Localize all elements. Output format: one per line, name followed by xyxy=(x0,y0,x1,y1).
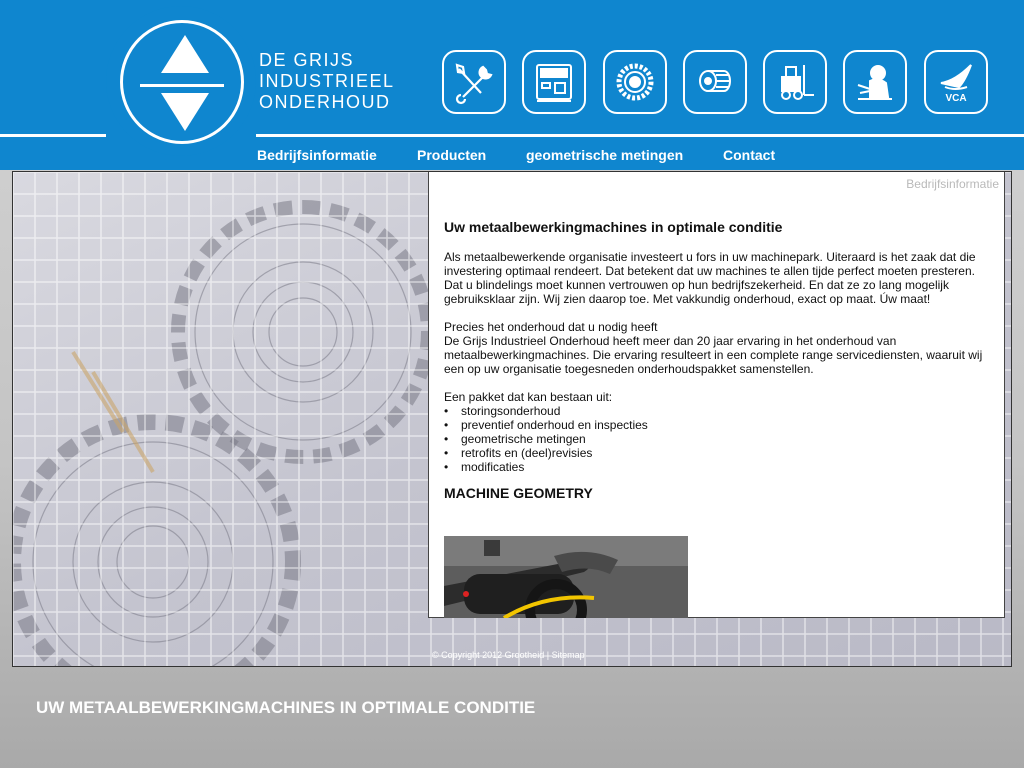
body-paragraph: De Grijs Industrieel Onderhoud heeft meer dan 20 jaar ervaring in het onderhoud van metaalbewerkingmachines. Die ervaring resulteert in een complete range servicediensten, waaruit wij een op uw organisatie toegesneden onderhoudspakket samenstellen. xyxy=(444,334,983,376)
nav-bedrijfsinformatie[interactable]: Bedrijfsinformatie xyxy=(257,147,377,163)
main-nav xyxy=(0,147,1024,165)
vca-label: VCA xyxy=(945,93,967,104)
tagline: UW METAALBEWERKINGMACHINES IN OPTIMALE CONDITIE xyxy=(36,698,536,717)
logo-circle xyxy=(120,20,244,144)
nav-contact[interactable]: Contact xyxy=(723,147,776,163)
machine-photo xyxy=(444,536,688,618)
footer xyxy=(432,650,585,660)
service-list xyxy=(444,404,994,474)
list-item: • storingsonderhoud xyxy=(444,404,994,418)
brand-line-1: DE GRIJS xyxy=(259,50,355,70)
header xyxy=(0,0,1024,170)
list-item: • geometrische metingen xyxy=(444,432,994,446)
logo-divider xyxy=(140,84,224,87)
logo-arrow-down-icon xyxy=(161,93,209,131)
logo-arrow-up-icon xyxy=(161,35,209,73)
list-intro: Een pakket dat kan bestaan uit: xyxy=(444,390,613,404)
sitemap-link[interactable]: Sitemap xyxy=(551,650,585,660)
body-section xyxy=(444,320,994,376)
article xyxy=(444,220,994,532)
machine-panel-icon[interactable] xyxy=(522,50,586,114)
content-stage xyxy=(12,171,1012,667)
list-item: • preventief onderhoud en inspecties xyxy=(444,418,994,432)
list-item: • retrofits en (deel)revisies xyxy=(444,446,994,460)
welder-icon[interactable] xyxy=(843,50,907,114)
header-rule-right xyxy=(256,134,1024,137)
page-title: Uw metaalbewerkingmachines in optimale conditie xyxy=(444,219,783,235)
forklift-icon[interactable] xyxy=(763,50,827,114)
body-subheading: Precies het onderhoud dat u nodig heeft xyxy=(444,320,658,334)
nav-geometrische-metingen[interactable]: geometrische metingen xyxy=(526,147,684,163)
header-rule-left xyxy=(0,134,106,137)
list-item: • modificaties xyxy=(444,460,994,474)
vca-icon[interactable] xyxy=(924,50,988,114)
breadcrumb[interactable]: Bedrijfsinformatie xyxy=(906,177,999,191)
content-panel xyxy=(428,172,1005,618)
brand-name xyxy=(259,50,395,113)
section-title: MACHINE GEOMETRY xyxy=(444,485,593,501)
copyright-link[interactable]: © Copyright 2012 Grootheid xyxy=(432,650,545,660)
gear-icon[interactable] xyxy=(603,50,667,114)
intro-paragraph: Als metaalbewerkende organisatie investeert u fors in uw machinepark. Uiteraard is het zaak dat die investering optimaal rendeert. Dat betekent dat uw machines te allen tijde perfect moeten presteren. Dat u blindelings moet kunnen vertrouwen op hun bedrijfszekerheid. En dat ze zo lang mogelijk gebruiksklaar zijn. Wij zien daarop toe. Met vakkundig onderhoud, exact op maat. Úw maat! xyxy=(444,250,976,306)
brand-line-3: ONDERHOUD xyxy=(259,92,391,112)
nav-producten[interactable]: Producten xyxy=(417,147,487,163)
footer-separator: | xyxy=(546,650,550,660)
motor-icon[interactable] xyxy=(683,50,747,114)
wrench-tools-icon[interactable] xyxy=(442,50,506,114)
logo[interactable] xyxy=(106,6,256,156)
brand-line-2: INDUSTRIEEL xyxy=(259,71,395,91)
